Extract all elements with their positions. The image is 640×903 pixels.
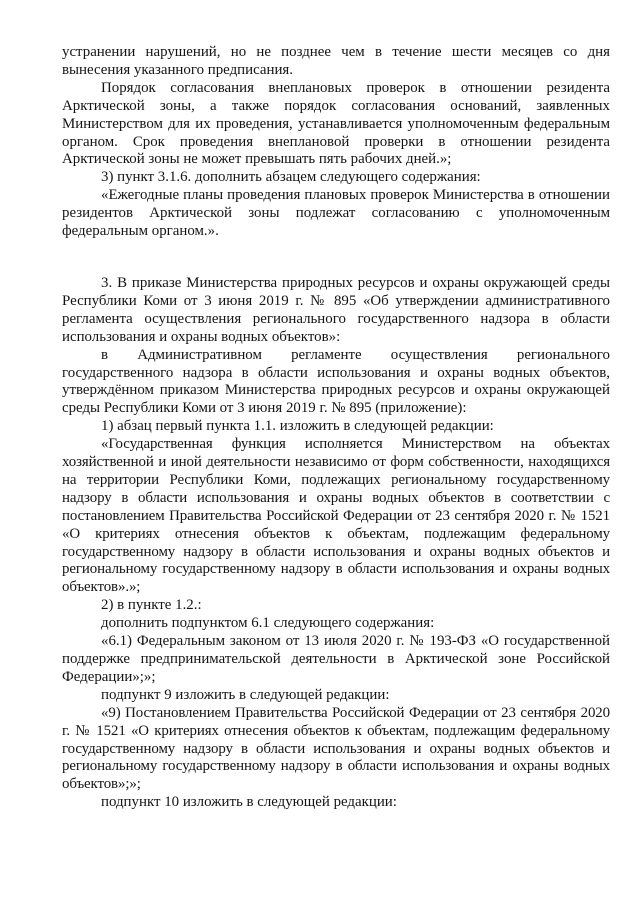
paragraph-9: 2) в пункте 1.2.: (101, 597, 202, 614)
paragraph-6: в Административном регламенте осуществления регионального государственного надзора в области использования и охраны водных объектов, утверждённом приказом Министерства природных ресурсов и охраны окружающей среды Республики Коми от 3 июня 2019 г. № 895 (приложение): (62, 346, 610, 417)
paragraph-2: Порядок согласования внеплановых проверок в отношении резидента Арктической зоны, а также порядок согласования оснований, заявленных Министерством для их проведения, устанавливается уполномоченным федеральным органом. Срок проведения внеплановой проверки в отношении резидента Арктической зоны не может превышать пять рабочих дней.»; (62, 79, 610, 168)
paragraph-13: «9) Постановлением Правительства Российской Федерации от 23 сентября 2020 г. № 1521 «О критериях отнесения объектов к объектам, подлежащим федеральному государственному надзору в области использования и охраны водных объектов и региональному государственному надзору в области использования и охраны водных объектов»;»; (62, 704, 610, 793)
section-gap (62, 241, 610, 275)
document-body (62, 44, 610, 812)
paragraph-7: 1) абзац первый пункта 1.1. изложить в следующей редакции: (101, 418, 494, 435)
paragraph-4: «Ежегодные планы проведения плановых проверок Министерства в отношении резидентов Арктической зоны подлежат согласованию с уполномоченным федеральным органом.». (62, 187, 610, 240)
paragraph-1: устранении нарушений, но не позднее чем в течение шести месяцев со дня вынесения указанного предписания. (62, 44, 610, 78)
paragraph-8: «Государственная функция исполняется Министерством на объектах хозяйственной и иной деятельности независимо от форм собственности, находящихся на территории Республики Коми, подлежащих региональному государственному надзору в области использования и охраны водных объектов в соответствии с постановлением Правительства Российской Федерации от 23 сентября 2020 г. № 1521 «О критериях отнесения объектов к объектам, подлежащим федеральному государственному надзору в области использования и охраны водных объектов и региональному государственному надзору в области использования и охраны водных объектов».»; (62, 436, 610, 596)
paragraph-12: подпункт 9 изложить в следующей редакции: (101, 686, 390, 703)
paragraph-11: «6.1) Федеральным законом от 13 июля 2020 г. № 193-ФЗ «О государственной поддержке предпринимательской деятельности в Арктической зоне Российской Федерации»;»; (62, 633, 610, 685)
paragraph-5: 3. В приказе Министерства природных ресурсов и охраны окружающей среды Республики Коми от 3 июня 2019 г. № 895 «Об утверждении административного регламента осуществления регионального государственного надзора в области использования и охраны водных объектов»: (62, 274, 610, 345)
paragraph-14: подпункт 10 изложить в следующей редакции: (101, 794, 397, 811)
paragraph-10: дополнить подпунктом 6.1 следующего содержания: (101, 615, 435, 632)
paragraph-3: 3) пункт 3.1.6. дополнить абзацем следующего содержания: (101, 169, 481, 186)
